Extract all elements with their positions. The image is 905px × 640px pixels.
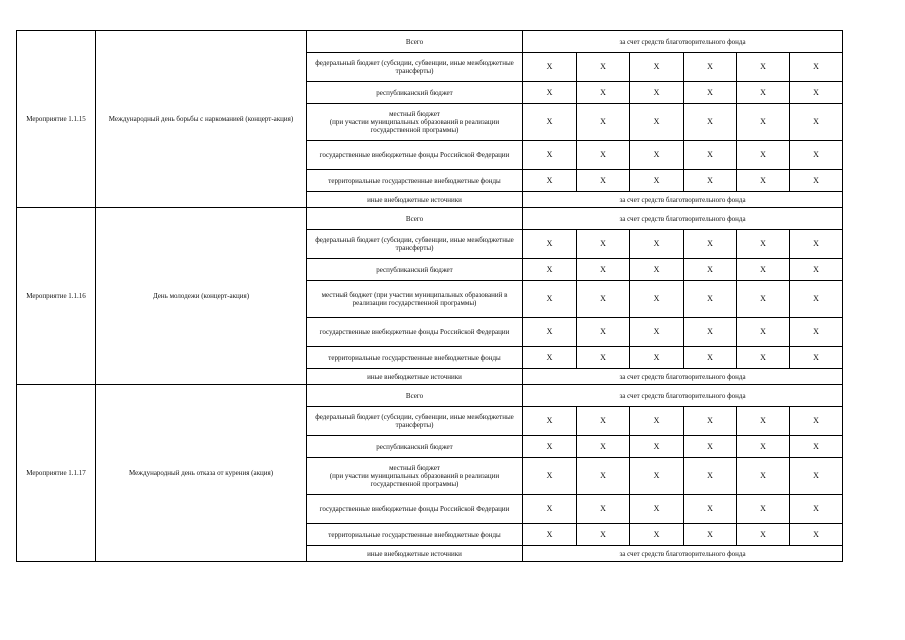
funding-source: федеральный бюджет (субсидии, субвенции, иные межбюджетные трансферты) [307, 230, 523, 259]
x-mark: X [630, 53, 684, 82]
x-mark: X [684, 82, 737, 104]
measure-code: Мероприятие 1.1.15 [17, 31, 96, 208]
funding-source: местный бюджет (при участии муниципальных образований в реализации государственной программы) [307, 458, 523, 495]
x-mark: X [790, 524, 843, 546]
x-mark: X [630, 495, 684, 524]
x-mark: X [577, 347, 630, 369]
x-mark: X [737, 318, 790, 347]
table-row [17, 208, 843, 230]
funding-source: иные внебюджетные источники [307, 546, 523, 562]
x-mark: X [737, 524, 790, 546]
x-mark: X [790, 141, 843, 170]
x-mark: X [523, 281, 577, 318]
x-mark: X [790, 318, 843, 347]
funding-source: государственные внебюджетные фонды Российской Федерации [307, 141, 523, 170]
x-mark: X [737, 259, 790, 281]
x-mark: X [523, 141, 577, 170]
x-mark: X [684, 458, 737, 495]
x-mark: X [523, 170, 577, 192]
funding-source: территориальные государственные внебюджетные фонды [307, 170, 523, 192]
x-mark: X [523, 53, 577, 82]
x-mark: X [630, 141, 684, 170]
funding-source: территориальные государственные внебюджетные фонды [307, 347, 523, 369]
x-mark: X [790, 347, 843, 369]
x-mark: X [684, 524, 737, 546]
x-mark: X [684, 407, 737, 436]
x-mark: X [577, 407, 630, 436]
x-mark: X [630, 259, 684, 281]
x-mark: X [684, 230, 737, 259]
x-mark: X [577, 82, 630, 104]
x-mark: X [577, 104, 630, 141]
x-mark: X [737, 141, 790, 170]
x-mark: X [630, 458, 684, 495]
funding-source: иные внебюджетные источники [307, 369, 523, 385]
x-mark: X [684, 436, 737, 458]
x-mark: X [577, 318, 630, 347]
x-mark: X [684, 104, 737, 141]
x-mark: X [737, 104, 790, 141]
funding-source: Всего [307, 31, 523, 53]
x-mark: X [737, 407, 790, 436]
x-mark: X [684, 495, 737, 524]
funding-note: за счет средств благотворительного фонда [523, 546, 843, 562]
x-mark: X [523, 230, 577, 259]
x-mark: X [790, 82, 843, 104]
funding-source: государственные внебюджетные фонды Российской Федерации [307, 495, 523, 524]
measure-name: Международный день отказа от курения (акция) [96, 385, 307, 562]
x-mark: X [523, 495, 577, 524]
x-mark: X [737, 495, 790, 524]
x-mark: X [577, 53, 630, 82]
x-mark: X [684, 170, 737, 192]
x-mark: X [790, 495, 843, 524]
x-mark: X [790, 407, 843, 436]
x-mark: X [790, 170, 843, 192]
funding-note: за счет средств благотворительного фонда [523, 369, 843, 385]
x-mark: X [577, 436, 630, 458]
funding-note: за счет средств благотворительного фонда [523, 31, 843, 53]
x-mark: X [577, 230, 630, 259]
x-mark: X [577, 458, 630, 495]
funding-source: местный бюджет (при участии муниципальных образований в реализации государственной программы) [307, 104, 523, 141]
x-mark: X [737, 53, 790, 82]
x-mark: X [523, 458, 577, 495]
funding-source: государственные внебюджетные фонды Российской Федерации [307, 318, 523, 347]
x-mark: X [790, 458, 843, 495]
x-mark: X [630, 524, 684, 546]
measure-name: Международный день борьбы с наркоманией (концерт-акция) [96, 31, 307, 208]
x-mark: X [630, 104, 684, 141]
funding-source: республиканский бюджет [307, 82, 523, 104]
x-mark: X [577, 281, 630, 318]
funding-source: федеральный бюджет (субсидии, субвенции, иные межбюджетные трансферты) [307, 53, 523, 82]
measure-code: Мероприятие 1.1.17 [17, 385, 96, 562]
x-mark: X [523, 318, 577, 347]
x-mark: X [523, 347, 577, 369]
table-row [17, 385, 843, 407]
x-mark: X [737, 347, 790, 369]
x-mark: X [630, 170, 684, 192]
x-mark: X [684, 318, 737, 347]
funding-note: за счет средств благотворительного фонда [523, 385, 843, 407]
x-mark: X [523, 82, 577, 104]
x-mark: X [737, 230, 790, 259]
x-mark: X [737, 436, 790, 458]
funding-source: местный бюджет (при участии муниципальных образований в реализации государственной программы) [307, 281, 523, 318]
x-mark: X [523, 524, 577, 546]
x-mark: X [630, 281, 684, 318]
x-mark: X [790, 436, 843, 458]
x-mark: X [684, 347, 737, 369]
x-mark: X [737, 170, 790, 192]
funding-source: Всего [307, 208, 523, 230]
measure-code: Мероприятие 1.1.16 [17, 208, 96, 385]
x-mark: X [737, 458, 790, 495]
measure-name: День молодежи (концерт-акция) [96, 208, 307, 385]
budget-table [16, 30, 843, 562]
x-mark: X [577, 259, 630, 281]
x-mark: X [577, 141, 630, 170]
x-mark: X [523, 259, 577, 281]
x-mark: X [577, 495, 630, 524]
x-mark: X [523, 436, 577, 458]
x-mark: X [684, 53, 737, 82]
x-mark: X [577, 524, 630, 546]
x-mark: X [630, 318, 684, 347]
funding-source: республиканский бюджет [307, 436, 523, 458]
funding-source: Всего [307, 385, 523, 407]
x-mark: X [737, 82, 790, 104]
x-mark: X [523, 104, 577, 141]
x-mark: X [684, 141, 737, 170]
funding-source: иные внебюджетные источники [307, 192, 523, 208]
x-mark: X [790, 53, 843, 82]
x-mark: X [790, 281, 843, 318]
funding-source: территориальные государственные внебюджетные фонды [307, 524, 523, 546]
x-mark: X [630, 82, 684, 104]
funding-note: за счет средств благотворительного фонда [523, 208, 843, 230]
x-mark: X [577, 170, 630, 192]
x-mark: X [630, 347, 684, 369]
x-mark: X [630, 436, 684, 458]
x-mark: X [790, 259, 843, 281]
x-mark: X [630, 407, 684, 436]
funding-source: республиканский бюджет [307, 259, 523, 281]
x-mark: X [684, 281, 737, 318]
funding-source: федеральный бюджет (субсидии, субвенции, иные межбюджетные трансферты) [307, 407, 523, 436]
x-mark: X [684, 259, 737, 281]
x-mark: X [737, 281, 790, 318]
x-mark: X [523, 407, 577, 436]
x-mark: X [790, 230, 843, 259]
x-mark: X [630, 230, 684, 259]
funding-note: за счет средств благотворительного фонда [523, 192, 843, 208]
table-row [17, 31, 843, 53]
x-mark: X [790, 104, 843, 141]
